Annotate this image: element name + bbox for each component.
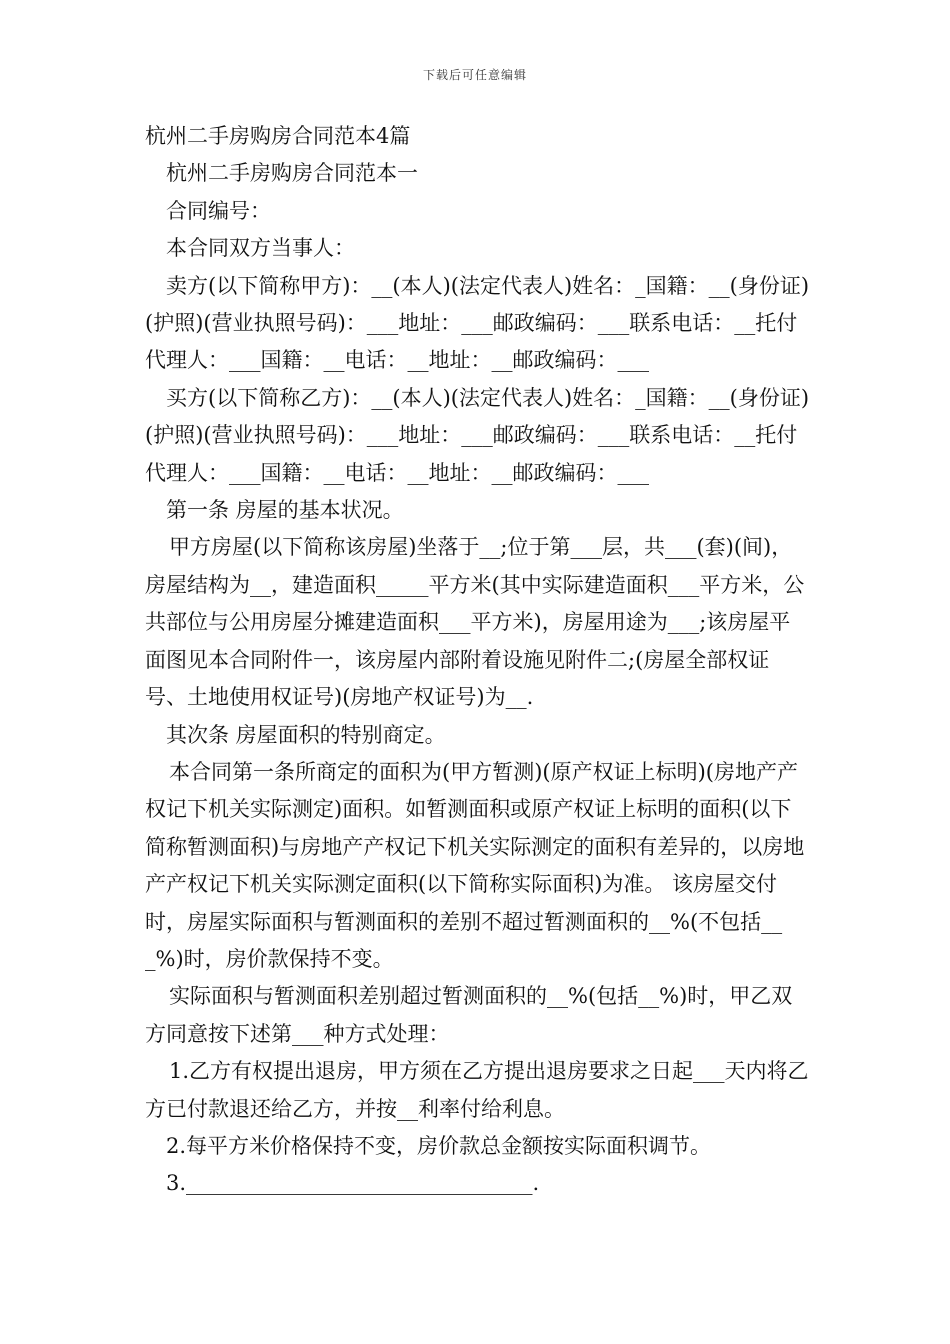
option-2: 2.每平方米价格保持不变，房价款总金额按实际面积调节。 xyxy=(166,1133,712,1158)
article2-difference: 实际面积与暂测面积差别超过暂测面积的__%(包括__%)时，甲乙双方同意按下述第___种方式处理： xyxy=(145,984,793,1046)
document-title: 杭州二手房购房合同范本4篇 xyxy=(145,124,411,148)
article2-body: 本合同第一条所商定的面积为(甲方暂测)(原产权证上标明)(房地产产权记下机关实际测定)面积。如暂测面积或原产权证上标明的面积(以下简称暂测面积)与房地产产权记下机关实际测定的面积有差异的，以房地产产权记下机关实际测定面积(以下简称实际面积)为准。 该房屋交付时，房屋实际面积与暂测面积的差别不超过暂测面积的__%(不包括___%)时，房价款保持不变。 xyxy=(145,759,805,971)
option-3: 3._________________________________. xyxy=(166,1171,540,1196)
page-header: 下载后可任意编辑 xyxy=(422,68,527,82)
article1-body: 甲方房屋(以下简称该房屋)坐落于__;位于第___层，共___(套)(间)，房屋结构为__，建造面积_____平方米(其中实际建造面积___平方米，公共部位与公用房屋分摊建造面积___平方米)，房屋用途为___;该房屋平面图见本合同附件一，该房屋内部附着设施见附件二;(房屋全部权证号、土地使用权证号)(房地产权证号)为__. xyxy=(145,535,805,710)
article1-title: 第一条 房屋的基本状况。 xyxy=(166,498,404,523)
contract-number: 合同编号： xyxy=(166,198,271,223)
option-1: 1.乙方有权提出退房，甲方须在乙方提出退房要求之日起___天内将乙方已付款退还给乙方，并按__利率付给利息。 xyxy=(145,1059,809,1121)
parties-intro: 本合同双方当事人： xyxy=(166,236,355,261)
document-body xyxy=(145,118,810,1203)
buyer-info: 买方(以下简称乙方)：__(本人)(法定代表人)姓名：_国籍：__(身份证)(护照)(营业执照号码)：___地址：___邮政编码：___联系电话：__托付代理人：___国籍：__电话：__地址：__邮政编码：___ xyxy=(145,385,810,485)
article2-title: 其次条 房屋面积的特别商定。 xyxy=(166,722,446,747)
document-subtitle: 杭州二手房购房合同范本一 xyxy=(166,161,418,186)
seller-info: 卖方(以下简称甲方)：__(本人)(法定代表人)姓名：_国籍：__(身份证)(护照)(营业执照号码)：___地址：___邮政编码：___联系电话：__托付代理人：___国籍：__电话：__地址：__邮政编码：___ xyxy=(145,273,810,373)
